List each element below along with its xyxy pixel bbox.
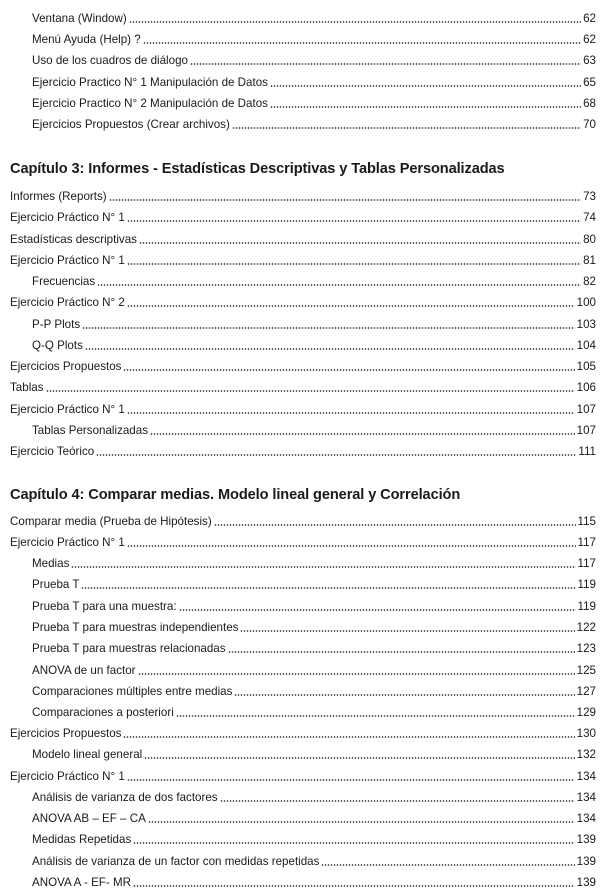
dot-leader: [321, 864, 574, 866]
dot-leader: [214, 524, 576, 526]
toc-entry-page: 63: [583, 54, 596, 67]
toc-entry-page: 117: [577, 557, 596, 570]
toc-entry-text: Prueba T para muestras relacionadas: [32, 642, 226, 655]
toc-entry[interactable]: [32, 827, 596, 847]
toc-entry[interactable]: [32, 312, 596, 332]
toc-entry-text: Estadísticas descriptivas: [10, 233, 137, 246]
toc-entry-text: P-P Plots: [32, 318, 81, 331]
toc-entry[interactable]: [10, 721, 596, 741]
dot-leader: [133, 885, 575, 887]
toc-entry-page: 134: [576, 770, 596, 783]
toc-entry-text: Análisis de varianza de un factor con medidas repetidas: [32, 855, 320, 868]
toc-entry-text: Ejercicios Propuestos: [10, 360, 122, 373]
toc-entry-text: Medias: [32, 557, 70, 570]
dot-leader: [190, 63, 581, 65]
toc-entry-page: 82: [583, 275, 596, 288]
dot-leader: [123, 369, 574, 371]
dot-leader: [270, 85, 581, 87]
toc-entry-text: Q-Q Plots: [32, 339, 83, 352]
dot-leader: [176, 715, 575, 717]
toc-entry-page: 134: [576, 812, 596, 825]
dot-leader: [127, 545, 576, 547]
dot-leader: [148, 821, 575, 823]
toc-entry-page: 68: [583, 97, 596, 110]
dot-leader: [150, 433, 575, 435]
dot-leader: [234, 694, 574, 696]
toc-entry[interactable]: [32, 27, 596, 47]
toc-entry-page: 74: [583, 211, 596, 224]
toc-entry-page: 73: [583, 190, 596, 203]
toc-entry-page: 132: [576, 748, 596, 761]
dot-leader: [133, 842, 574, 844]
toc-entry-text: Ejercicio Práctico N° 2: [10, 296, 125, 309]
toc-entry[interactable]: [10, 530, 596, 550]
dot-leader: [270, 106, 581, 108]
toc-entry-page: 81: [583, 254, 596, 267]
dot-leader: [109, 199, 581, 201]
toc-entry-page: 139: [576, 855, 596, 868]
toc-entry-page: 139: [576, 833, 596, 846]
toc-entry-page: 62: [583, 33, 596, 46]
dot-leader: [129, 21, 581, 23]
toc-entry-page: 105: [576, 360, 596, 373]
toc-entry-text: Ejercicio Práctico N° 1: [10, 536, 125, 549]
toc-entry[interactable]: [32, 849, 596, 869]
toc-entry[interactable]: [10, 290, 596, 310]
toc-entry-text: ANOVA A - EF- MR: [32, 876, 131, 889]
toc-entry[interactable]: [10, 227, 596, 247]
toc-entry[interactable]: [10, 205, 596, 225]
toc-entry[interactable]: [32, 333, 596, 353]
toc-entry[interactable]: [32, 551, 596, 571]
dot-leader: [82, 327, 575, 329]
toc-entry-page: 123: [576, 642, 596, 655]
toc-entry-page: 107: [576, 403, 596, 416]
toc-entry[interactable]: [32, 572, 596, 592]
toc-entry[interactable]: [32, 679, 596, 699]
dot-leader: [127, 263, 581, 265]
toc-entry[interactable]: [32, 870, 596, 890]
toc-entry[interactable]: [32, 700, 596, 720]
toc-entry-page: 117: [577, 536, 596, 549]
toc-entry[interactable]: [10, 509, 596, 529]
toc-entry-text: Prueba T: [32, 578, 80, 591]
toc-entry[interactable]: [32, 742, 596, 762]
dot-leader: [85, 348, 575, 350]
toc-entry-text: Medidas Repetidas: [32, 833, 132, 846]
chapter-4-heading: Capítulo 4: Comparar medias. Modelo lineal general y Correlación: [10, 487, 461, 503]
toc-entry-text: Uso de los cuadros de diálogo: [32, 54, 188, 67]
toc-entry[interactable]: [10, 397, 596, 417]
dot-leader: [240, 630, 574, 632]
toc-entry-page: 127: [576, 685, 596, 698]
toc-entry-text: Comparaciones múltiples entre medias: [32, 685, 233, 698]
toc-entry[interactable]: [10, 354, 596, 374]
chapter-3-heading: Capítulo 3: Informes - Estadísticas Descriptivas y Tablas Personalizadas: [10, 161, 505, 177]
toc-entry[interactable]: [32, 70, 596, 90]
toc-entry-page: 106: [576, 381, 596, 394]
toc-entry-text: Prueba T para una muestra:: [32, 600, 177, 613]
toc-entry-text: ANOVA AB – EF – CA: [32, 812, 146, 825]
toc-entry-text: Ejercicios Propuestos: [10, 727, 122, 740]
toc-entry-page: 130: [576, 727, 596, 740]
toc-entry-text: Ejercicio Práctico N° 1: [10, 403, 125, 416]
dot-leader: [97, 284, 581, 286]
toc-entry[interactable]: [10, 248, 596, 268]
toc-entry[interactable]: [32, 785, 596, 805]
toc-entry-text: Ejercicios Propuestos (Crear archivos): [32, 118, 230, 131]
toc-entry-text: Ejercicio Práctico N° 1: [10, 254, 125, 267]
dot-leader: [143, 42, 581, 44]
toc-entry[interactable]: [10, 439, 596, 459]
toc-entry[interactable]: [10, 184, 596, 204]
toc-entry[interactable]: [32, 594, 596, 614]
toc-entry-page: 119: [577, 578, 596, 591]
toc-entry[interactable]: [32, 269, 596, 289]
toc-entry-page: 104: [576, 339, 596, 352]
dot-leader: [96, 454, 576, 456]
dot-leader: [71, 566, 575, 568]
toc-entry-text: Comparaciones a posteriori: [32, 706, 174, 719]
toc-entry[interactable]: [32, 112, 596, 132]
toc-entry-text: Ejercicio Practico N° 1 Manipulación de Datos: [32, 76, 268, 89]
toc-entry-text: Menú Ayuda (Help) ?: [32, 33, 141, 46]
toc-entry-text: Análisis de varianza de dos factores: [32, 791, 218, 804]
toc-entry-text: Prueba T para muestras independientes: [32, 621, 239, 634]
toc-entry-page: 80: [583, 233, 596, 246]
dot-leader: [138, 673, 575, 675]
toc-entry-text: Ejercicio Teórico: [10, 445, 95, 458]
toc-entry-text: Ejercicio Práctico N° 1: [10, 770, 125, 783]
toc-entry-text: Comparar media (Prueba de Hipótesis): [10, 515, 212, 528]
toc-entry[interactable]: [10, 764, 596, 784]
dot-leader: [232, 127, 581, 129]
toc-entry-text: ANOVA de un factor: [32, 664, 136, 677]
toc-entry-page: 103: [576, 318, 596, 331]
dot-leader: [179, 609, 576, 611]
dot-leader: [127, 779, 575, 781]
toc-entry-text: Ventana (Window): [32, 12, 127, 25]
toc-entry[interactable]: [32, 418, 596, 438]
toc-entry-text: Modelo lineal general: [32, 748, 143, 761]
toc-entry-page: 129: [576, 706, 596, 719]
toc-entry[interactable]: [32, 91, 596, 111]
toc-entry-text: Tablas Personalizadas: [32, 424, 149, 437]
toc-entry[interactable]: [32, 6, 596, 26]
toc-entry-text: Ejercicio Practico N° 2 Manipulación de Datos: [32, 97, 268, 110]
toc-entry-page: 139: [576, 876, 596, 889]
dot-leader: [220, 800, 575, 802]
toc-entry-page: 125: [576, 664, 596, 677]
toc-entry-text: Tablas: [10, 381, 44, 394]
dot-leader: [139, 242, 581, 244]
toc-entry-page: 65: [583, 76, 596, 89]
toc-entry-text: Ejercicio Práctico N° 1: [10, 211, 125, 224]
toc-entry-text: Frecuencias: [32, 275, 96, 288]
toc-entry-page: 111: [578, 445, 596, 458]
toc-entry-page: 100: [576, 296, 596, 309]
toc-entry[interactable]: [32, 806, 596, 826]
dot-leader: [127, 305, 575, 307]
toc-entry-page: 70: [583, 118, 596, 131]
toc-entry[interactable]: [32, 636, 596, 656]
toc-entry[interactable]: [10, 375, 596, 395]
dot-leader: [46, 390, 575, 392]
dot-leader: [144, 757, 574, 759]
toc-entry-page: 115: [577, 515, 596, 528]
toc-entry-page: 62: [583, 12, 596, 25]
toc-entry[interactable]: [32, 48, 596, 68]
toc-entry-page: 122: [576, 621, 596, 634]
toc-entry-text: Informes (Reports): [10, 190, 107, 203]
dot-leader: [81, 587, 575, 589]
toc-entry[interactable]: [32, 658, 596, 678]
dot-leader: [127, 412, 575, 414]
dot-leader: [123, 736, 574, 738]
dot-leader: [127, 220, 581, 222]
dot-leader: [228, 651, 575, 653]
toc-entry-page: 119: [577, 600, 596, 613]
toc-entry-page: 107: [576, 424, 596, 437]
toc-entry-page: 134: [576, 791, 596, 804]
toc-entry[interactable]: [32, 615, 596, 635]
